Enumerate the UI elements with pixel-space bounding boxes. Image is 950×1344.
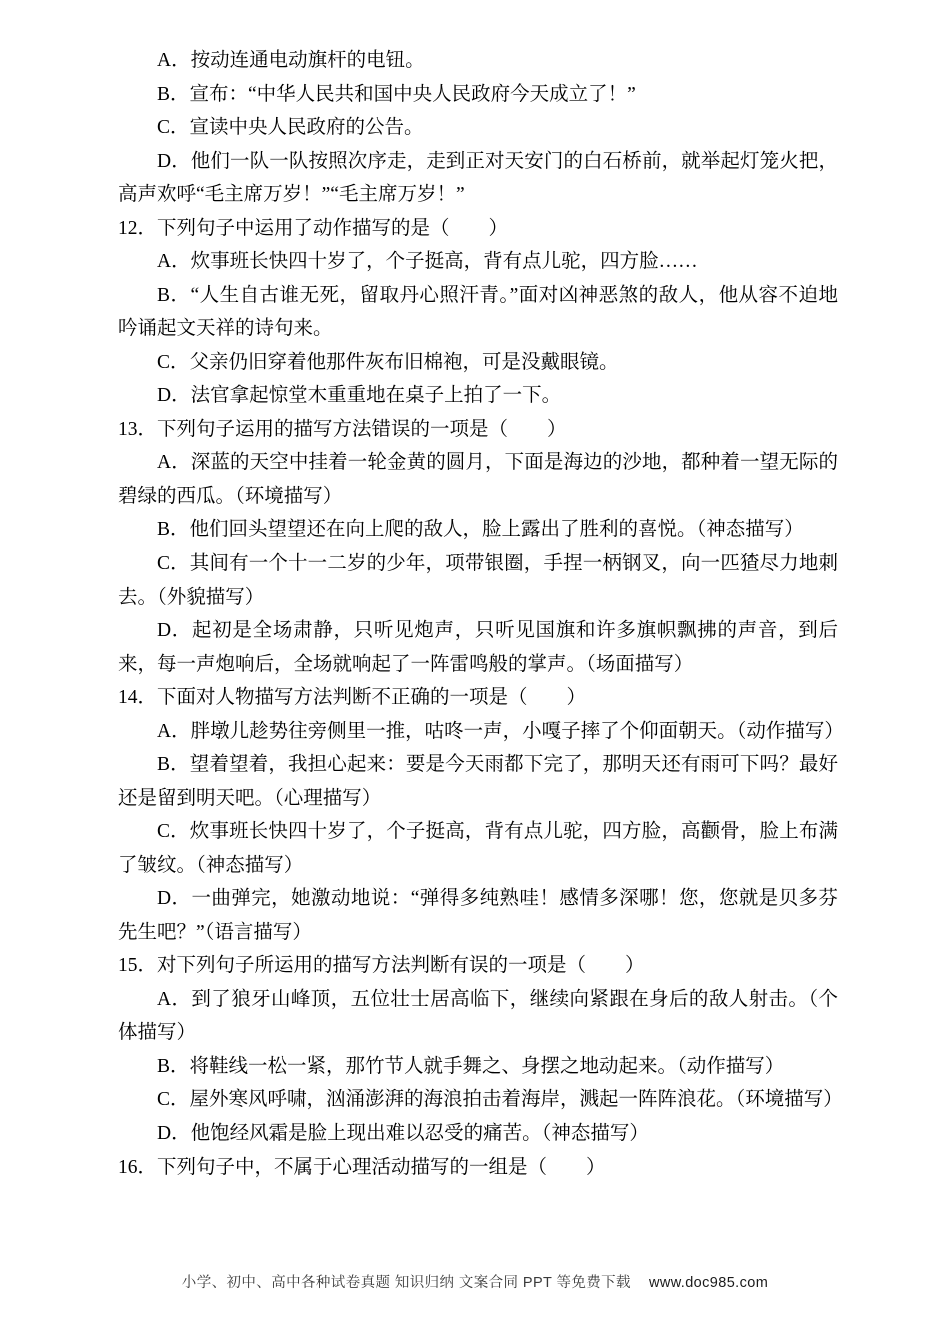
page-footer <box>0 1271 950 1292</box>
question-stem-12: 12．下列句子中运用了动作描写的是（ ） <box>118 217 509 239</box>
option-line: D．法官拿起惊堂木重重地在桌子上拍了一下。 <box>157 385 562 407</box>
option-line: B．望着望着，我担心起来：要是今天雨都下完了，那明天还有雨可下吗？最好还是留到明天吧。（心理描写） <box>118 754 838 809</box>
option-line: D．一曲弹完，她激动地说：“弹得多纯熟哇！感情多深哪！您，您就是贝多芬先生吧？”（语言描写） <box>118 888 838 943</box>
option-line: A．到了狼牙山峰顶，五位壮士居高临下，继续向紧跟在身后的敌人射击。（个体描写） <box>118 988 838 1044</box>
option-line: D．他们一队一队按照次序走，走到正对天安门的白石桥前，就举起灯笼火把，高声欢呼“毛主席万岁！”“毛主席万岁！” <box>118 150 838 206</box>
footer-site-url: www.doc985.com <box>648 1275 769 1291</box>
question-stem-16: 16．下列句子中，不属于心理活动描写的一组是（ ） <box>118 1156 606 1178</box>
option-line: A．胖墩儿趁势往旁侧里一推，咕咚一声，小嘎子摔了个仰面朝天。（动作描写） <box>157 720 844 742</box>
option-line: C．其间有一个十一二岁的少年，项带银圈，手捏一柄钢叉，向一匹猹尽力地刺去。（外貌描写） <box>118 552 838 608</box>
footer-promo-text: 小学、初中、高中各种试卷真题 知识归纳 文案合同 PPT 等免费下载 <box>181 1275 631 1291</box>
option-line: A．按动连通电动旗杆的电钮。 <box>157 50 425 71</box>
option-line: A．深蓝的天空中挂着一轮金黄的圆月，下面是海边的沙地，都种着一望无际的碧绿的西瓜。（环境描写） <box>118 452 838 507</box>
option-line: B．宣布：“中华人民共和国中央人民政府今天成立了！” <box>157 83 636 105</box>
option-line: D．他饱经风霜是脸上现出难以忍受的痛苦。（神态描写） <box>157 1123 649 1144</box>
option-line: C．炊事班长快四十岁了，个子挺高，背有点儿驼，四方脸，高颧骨，脸上布满了皱纹。（神态描写） <box>118 821 838 876</box>
question-stem-13: 13．下列句子运用的描写方法错误的一项是（ ） <box>118 418 567 440</box>
option-line: B．“人生自古谁无死，留取丹心照汗青。”面对凶神恶煞的敌人，他从容不迫地吟诵起文天祥的诗句来。 <box>118 284 838 340</box>
option-line: D．起初是全场肃静，只听见炮声，只听见国旗和许多旗帜飘拂的声音，到后来，每一声炮响后，全场就响起了一阵雷鸣般的掌声。（场面描写） <box>118 620 838 675</box>
option-line: B．将鞋线一松一紧，那竹节人就手舞之、身摆之地动起来。（动作描写） <box>157 1055 785 1077</box>
option-line: C．父亲仍旧穿着他那件灰布旧棉袍，可是没戴眼镜。 <box>157 351 619 373</box>
document-body <box>118 44 844 1184</box>
question-stem-14: 14．下面对人物描写方法判断不正确的一项是（ ） <box>118 687 587 709</box>
option-line: C．宣读中央人民政府的公告。 <box>157 117 424 139</box>
option-line: A．炊事班长快四十岁了，个子挺高，背有点儿驼，四方脸…… <box>157 251 698 273</box>
option-line: C．屋外寒风呼啸，汹涌澎湃的海浪拍击着海岸，溅起一阵阵浪花。（环境描写） <box>157 1089 843 1111</box>
option-line: B．他们回头望望还在向上爬的敌人，脸上露出了胜利的喜悦。（神态描写） <box>157 519 804 541</box>
question-stem-15: 15．对下列句子所运用的描写方法判断有误的一项是（ ） <box>118 955 645 977</box>
